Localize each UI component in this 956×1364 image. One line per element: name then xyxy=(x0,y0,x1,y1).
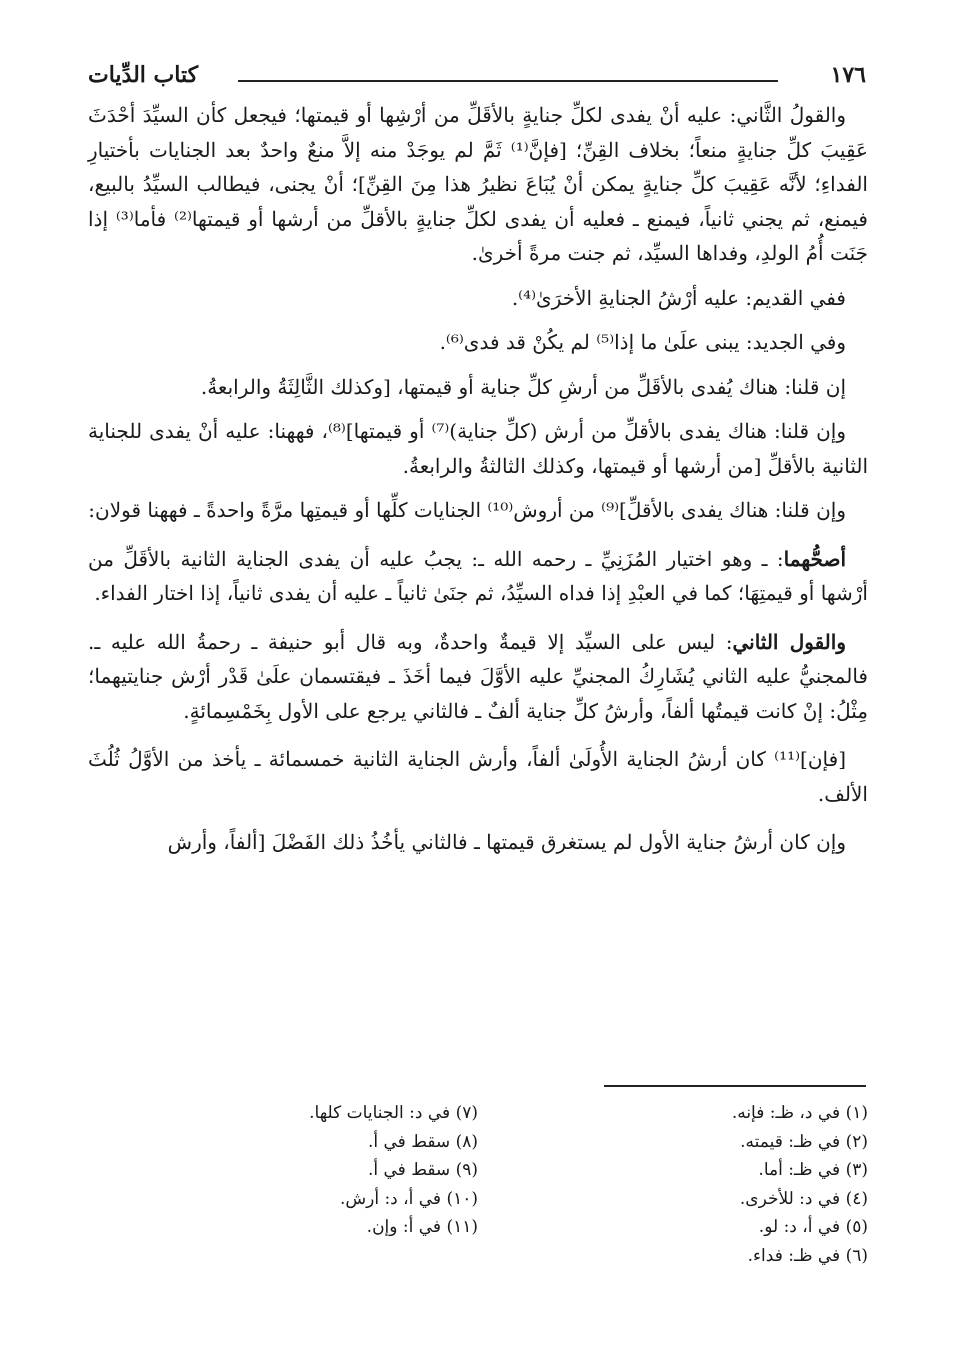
paragraph: وإن كان أرشُ جناية الأول لم يستغرق قيمتها ـ فالثاني يأخُذُ ذلك الفَضْلَ [ألفاً، وأرش xyxy=(167,830,846,854)
paragraph: والقول الثاني: ليس على السيِّد إلا قيمةٌ واحدةٌ، وبه قال أبو حنيفة ـ رحمةُ الله عليه ـ. فالمجنيُّ عليه الثاني يُشَارِكُ المجنيِّ عليه الأوَّلَ فيما أخَذَ ـ فيقتسمان علَىٰ قَدْر أرْش جنايتيهما؛ مِثْلُ: إنْ كانت قيمتُها ألفاً، وأرشُ كلِّ جناية ألفٌ ـ فالثاني يرجع على الأول بِخَمْسِمائةٍ. xyxy=(88,629,868,723)
paragraph-lead: أصحُّهما xyxy=(783,546,846,571)
footnote: (١٠) في أ، د: أرش. xyxy=(339,1188,478,1209)
paragraph: إن قلنا: هناك يُفدى بالأقَلِّ من أرشِ كلِّ جناية أو قيمتها، [وكذلك الثَّالِثَةُ والرابعةُ. xyxy=(200,374,846,399)
footnote: (٤) في د: للأخرى. xyxy=(739,1188,868,1209)
paragraph: ففي القديم: عليه أرْشُ الجنايةِ الأخرَىٰ⁽⁴⁾. xyxy=(511,285,846,310)
paragraph: وإن قلنا: هناك يفدى بالأقلِّ من أرش (كلِّ جناية)⁽⁷⁾ أو قيمتها]⁽⁸⁾، فههنا: عليه أنْ يفدى للجناية الثانية بالأقلِّ [من أرشها أو قيمتها، وكذلك الثالثةُ والرابعةُ. xyxy=(88,419,868,478)
footnote: (١١) في أ: وإن. xyxy=(366,1217,478,1237)
paragraph: وفي الجديد: يبنى علَىٰ ما إذا⁽⁵⁾ لم يكُنْ قد فدى⁽⁶⁾. xyxy=(439,330,846,354)
footnote-separator xyxy=(604,1085,866,1087)
footnote: (٨) سقط في أ. xyxy=(367,1131,478,1152)
paragraph: والقولُ الثَّاني: عليه أنْ يفدى لكلِّ جنايةٍ بالأقَلِّ من أرْشِها أو قيمتها؛ فيجعل كأن السيِّدَ أحْدَثَ عَقِيبَ كلِّ جنايةٍ منعاً؛ بخلاف القِنِّ؛ [فإنَّ⁽¹⁾ ثَمَّ لم يوجَدْ منه إلاَّ منعٌ واحدٌ بعد الجنايات بأختيارِ الفداءِ؛ لأنَّه عَقِيبَ كلِّ جنايةٍ يمكن أنْ يُبَاعَ نظيرُ هذا مِنَ القِنِّ]؛ أنْ يجنى، فيطالب السيِّدُ بالبيع، فيمنع، ثم يجني ثانياً، فيمنع ـ فعليه أن يفدى لكلِّ جنايةٍ بالأقلِّ من أرشها أو قيمتها⁽²⁾ فأما⁽³⁾ إذا جَنَت أُمُ الولدِ، وفداها السيِّد، ثم جنت مرةً أخرىٰ. xyxy=(88,103,868,265)
running-header xyxy=(88,62,866,96)
book-title: كتاب الدِّيات xyxy=(88,62,199,88)
footnote: (٧) في د: الجنايات كلها. xyxy=(309,1103,478,1123)
page-number: ١٧٦ xyxy=(830,62,866,88)
footnote: (٦) في ظـ: فداء. xyxy=(747,1245,868,1266)
footnotes-column-right xyxy=(488,1099,868,1270)
footnotes xyxy=(88,1099,868,1299)
main-text xyxy=(88,98,868,870)
footnotes-column-left xyxy=(98,1099,478,1242)
header-rule xyxy=(238,80,778,82)
paragraph: أصحُّهما: ـ وهو اختيار المُزَنِيِّ ـ رحمه الله ـ: يجبُ عليه أن يفدى الجناية الثانية بالأقَلِّ من أرْشها أو قيمتِهَا؛ كما في العبْدِ إذا فداه السيِّدُ، ثم جنَىٰ ثانياً ـ عليه أن يفدى ثانياً، إذا اختار الفداء. xyxy=(88,546,868,605)
paragraph-lead: والقول الثاني xyxy=(732,629,846,654)
paragraph: وإن قلنا: هناك يفدى بالأقلِّ]⁽⁹⁾ من أروش⁽¹⁰⁾ الجنايات كلِّها أو قيمتِها مرَّةً واحدةً ـ فههنا قولان: xyxy=(88,498,846,522)
footnote: (٩) سقط في أ. xyxy=(367,1160,478,1180)
footnote: (٥) في أ، د: لو. xyxy=(758,1217,868,1237)
paragraph: [فإن]⁽¹¹⁾ كان أرشُ الجناية الأُولَىٰ ألفاً، وأرش الجناية الثانية خمسمائة ـ يأخذ من الأوَّلُ ثُلُثَ الألف. xyxy=(88,747,868,806)
footnote: (٣) في ظـ: أما. xyxy=(758,1160,868,1180)
footnote: (١) في د، ظـ: فإنه. xyxy=(731,1103,868,1123)
footnote: (٢) في ظـ: قيمته. xyxy=(740,1131,868,1152)
